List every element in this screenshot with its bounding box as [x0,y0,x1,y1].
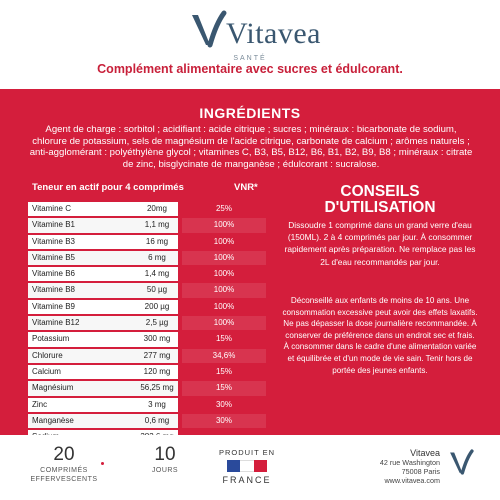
nutrient-vnr: 15% [215,334,232,344]
made-in-france [213,448,281,485]
footer [0,435,500,500]
table-row [28,266,266,282]
warnings-text: Déconseillé aux enfants de moins de 10 ans. Une consommation excessive peut avoir des effets laxatifs. Ne pas dépasser la dose journalière recommandée. À conserver de préférence dans un endroit sec et frais. À consommer dans le cadre d'une alimentation variée et équilibrée et d'un mode de vie sain. Tenir hors de portée des jeunes enfants. [282,296,478,375]
table-row [28,282,266,298]
nutrient-vnr: 100% [213,301,235,311]
nutrient-amount: 300 mg [143,334,171,344]
nutrient-amount: 1,1 mg [144,220,170,230]
nutrient-name: Chlorure [28,349,178,363]
table-header [28,177,266,197]
country-label: FRANCE [222,475,272,485]
nutrition-table [28,177,266,425]
advice-title-line-2: D'UTILISATION [324,199,436,216]
nutrient-amount: 2,5 µg [145,318,169,328]
header [0,0,500,88]
red-info-panel [0,89,500,435]
france-flag-icon [227,460,267,472]
nutrient-name: Vitamine B9 [28,300,178,314]
tablet-count-label-1: COMPRIMÉS [40,467,88,474]
nutrient-name: Zinc [28,398,178,412]
days-count-number: 10 [154,444,176,465]
nutrient-name: Vitamine B5 [28,251,178,265]
table-row [28,201,266,217]
nutrient-vnr: 25% [215,204,232,213]
product-tagline: Complément alimentaire avec sucres et édulcorant. [97,62,403,76]
nutrient-vnr: 30% [215,399,232,409]
separator-dot [101,462,104,465]
nutrient-amount: 3 mg [148,399,166,409]
table-row [28,315,266,331]
nutrient-vnr: 100% [182,218,266,232]
table-row [28,250,266,266]
vitavea-logo-icon [188,7,228,51]
nutrient-vnr: 15% [182,381,266,395]
table-row [28,299,266,315]
table-row [28,413,266,429]
table-row [28,380,266,396]
tablet-count-number: 20 [53,444,75,465]
nutrient-amount: 50 µg [146,285,168,295]
nutrient-vnr: 100% [182,251,266,265]
ingredients-text: Agent de charge : sorbitol ; acidifiant : acide citrique ; sucres ; minéraux : bicarbonate de sodium, chlorure de potassium, sels de magnésium de l'acide citrique, carbonate de calcium ; arômes naturels ; anti-agglomérant : polyéthylène glycol ; vitamines C, B3, B5, B12, B6, B1, B2, B9, B8 ; minéraux : citrate de zinc, bisglycinate de manganèse ; édulcorant : sucralose. [29,124,473,170]
table-rows [28,201,266,445]
nutrient-amount: 0,6 mg [144,415,170,425]
advice-title-line-1: CONSEILS [340,183,420,200]
advice-title [282,184,478,216]
nutrient-amount: 56,25 mg [140,383,174,393]
address-line-1: 42 rue Washington [379,458,440,467]
nutrient-amount: 6 mg [148,252,166,262]
brand-subtitle: SANTÉ [233,55,267,62]
nutrient-vnr: 34,6% [182,349,266,363]
nutrient-name: Potassium [28,332,178,346]
nutrient-amount: 20mg [146,204,167,213]
nutrient-name: Calcium [28,365,178,379]
nutrient-name: Magnésium [28,381,178,395]
nutrient-amount: 120 mg [143,366,171,376]
nutrient-vnr: 100% [213,236,235,246]
table-header-vnr: VNR* [234,182,258,193]
table-row [28,331,266,347]
table-row [28,234,266,250]
nutrient-vnr: 100% [213,269,235,279]
days-count [130,444,200,475]
company-name: Vitavea [410,448,440,458]
table-row [28,348,266,364]
tablet-count-label-2: EFFERVESCENTS [30,476,98,483]
table-header-name: Teneur en actif pour 4 comprimés [32,182,184,193]
nutrient-name: Vitamine B3 [28,235,178,249]
nutrient-amount: 200 µg [144,301,170,311]
nutrient-amount: 16 mg [145,236,169,246]
nutrient-amount: 1,4 mg [144,269,170,279]
made-in-label: PRODUIT EN [218,448,276,457]
table-row [28,364,266,380]
nutrient-name: Manganèse [28,414,178,428]
vitavea-logo-icon [446,447,476,477]
nutrient-vnr: 15% [215,366,232,376]
tablet-count [24,444,104,484]
brand-logo [188,7,321,62]
nutrient-name: Vitamine C [28,202,178,216]
nutrient-vnr: 100% [182,316,266,330]
usage-instructions: Dissoudre 1 comprimé dans un grand verre d'eau (150ML). 2 à 4 comprimés par jour. À consommer rapidement après préparation. Ne remplace pas les 2L d'eau recommandés par jour. [284,220,476,267]
nutrient-name: Vitamine B8 [28,283,178,297]
table-row [28,217,266,233]
table-row [28,397,266,413]
nutrient-name: Vitamine B6 [28,267,178,281]
days-count-label: JOURS [151,467,179,474]
brand-name: Vitavea [226,17,321,50]
nutrient-vnr: 100% [182,283,266,297]
address-line-2: 75008 Paris [401,467,440,476]
company-address [340,449,440,485]
nutrient-name: Vitamine B1 [28,218,178,232]
nutrient-vnr: 30% [182,414,266,428]
nutrient-amount: 277 mg [143,350,171,360]
ingredients-title: INGRÉDIENTS [199,105,301,121]
company-website: www.vitavea.com [384,476,440,485]
nutrient-name: Vitamine B12 [28,316,178,330]
